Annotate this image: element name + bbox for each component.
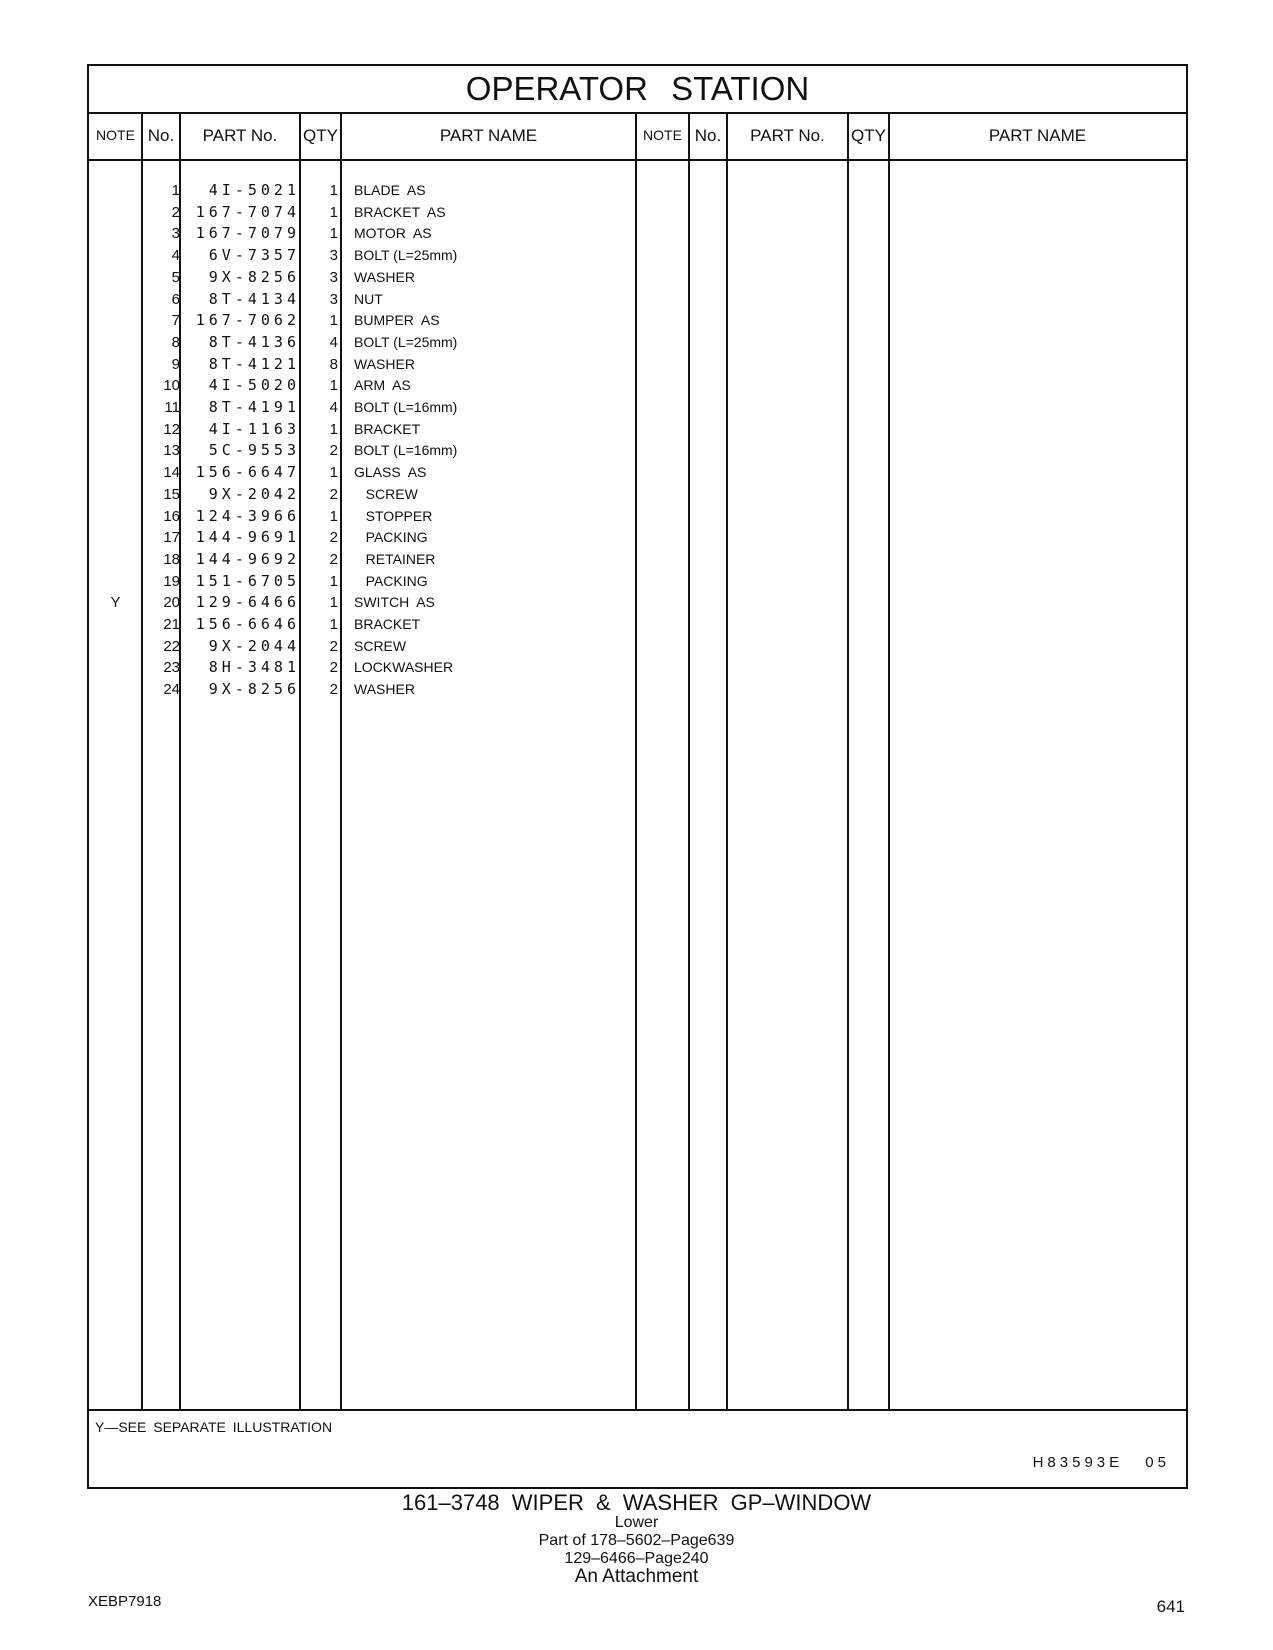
header-part-name-left: PART NAME xyxy=(439,126,538,145)
row-number: 1 xyxy=(171,182,180,199)
row-quantity: 1 xyxy=(329,225,338,243)
row-quantity: 4 xyxy=(329,333,338,351)
row-number: 21 xyxy=(163,616,180,633)
row-number: 20 xyxy=(163,594,180,612)
group-reference: Part of 178–5602–Page639 xyxy=(538,1532,735,1549)
row-part-name: SCREW xyxy=(354,485,418,502)
table-row xyxy=(89,179,629,202)
table-row xyxy=(89,266,629,289)
row-quantity: 2 xyxy=(329,659,338,677)
row-part-name: PACKING xyxy=(354,529,428,546)
row-part-name: RETAINER xyxy=(354,550,436,567)
row-part-name: BUMPER AS xyxy=(354,312,440,329)
row-part-number: 151-6705 xyxy=(195,571,300,590)
header-qty-right: QTY xyxy=(851,126,886,145)
table-row xyxy=(89,353,629,376)
table-row xyxy=(89,570,629,593)
row-part-number: 124-3966 xyxy=(195,506,300,525)
row-quantity: 2 xyxy=(329,529,338,547)
footnote: Y—SEE SEPARATE ILLUSTRATION xyxy=(95,1419,333,1435)
document-id: XEBP7918 xyxy=(88,1593,162,1610)
row-quantity: 8 xyxy=(329,355,338,373)
row-part-number: 4I-1163 xyxy=(208,419,300,438)
row-quantity: 1 xyxy=(329,377,338,395)
row-number: 22 xyxy=(163,637,180,655)
row-part-name: SWITCH AS xyxy=(354,594,435,611)
row-quantity: 2 xyxy=(329,485,338,503)
row-note: Y xyxy=(110,594,121,612)
page-title: OPERATOR STATION xyxy=(89,66,1186,114)
row-quantity: 1 xyxy=(329,572,338,590)
row-part-number: 9X-2044 xyxy=(208,636,300,655)
row-quantity: 2 xyxy=(329,637,338,655)
row-quantity: 1 xyxy=(329,594,338,612)
row-number: 12 xyxy=(163,420,180,438)
row-part-number: 167-7074 xyxy=(195,202,300,221)
header-part-no-right: PART No. xyxy=(750,126,825,145)
header-no-right: No. xyxy=(694,126,722,145)
row-part-name: BRACKET xyxy=(354,616,421,632)
row-part-name: BOLT (L=25mm) xyxy=(354,247,458,264)
illustration-code: H83593E 05 xyxy=(1032,1454,1170,1471)
table-row xyxy=(89,461,629,484)
group-title: 161–3748 WIPER & WASHER GP–WINDOW xyxy=(401,1490,872,1515)
row-part-name: BRACKET AS xyxy=(354,203,446,220)
column-divider xyxy=(888,112,890,1410)
header-note-right: NOTE xyxy=(643,127,682,143)
table-row xyxy=(89,635,629,658)
row-number: 5 xyxy=(171,268,180,286)
row-part-number: 4I-5021 xyxy=(208,181,300,199)
row-number: 17 xyxy=(163,529,180,547)
row-part-number: 156-6647 xyxy=(195,463,300,482)
row-part-name: BRACKET xyxy=(354,420,421,437)
row-number: 4 xyxy=(171,247,180,265)
row-number: 9 xyxy=(171,355,180,373)
row-part-name: WASHER xyxy=(354,681,415,698)
group-reference: 129–6466–Page240 xyxy=(564,1550,709,1567)
group-note: An Attachment xyxy=(574,1566,699,1587)
table-row xyxy=(89,244,629,267)
table-row xyxy=(89,678,629,701)
row-quantity: 3 xyxy=(329,268,338,286)
row-part-name: STOPPER xyxy=(354,507,433,524)
row-part-name: BOLT (L=25mm) xyxy=(354,333,458,350)
row-part-number: 144-9691 xyxy=(195,528,300,547)
row-number: 15 xyxy=(163,485,180,503)
row-part-name: LOCKWASHER xyxy=(354,659,454,676)
table-row xyxy=(89,418,629,441)
table-row xyxy=(89,201,629,224)
row-quantity: 1 xyxy=(329,182,338,199)
row-quantity: 2 xyxy=(329,681,338,699)
page-number: 641 xyxy=(1156,1597,1185,1616)
row-quantity: 3 xyxy=(329,290,338,308)
table-row xyxy=(89,439,629,462)
column-divider xyxy=(726,112,728,1410)
row-part-name: GLASS AS xyxy=(354,464,427,481)
row-quantity: 2 xyxy=(329,550,338,568)
table-row xyxy=(89,548,629,571)
row-number: 13 xyxy=(163,442,180,460)
divider xyxy=(89,1409,1186,1411)
table-row xyxy=(89,374,629,397)
table-row xyxy=(89,613,629,636)
row-number: 11 xyxy=(164,399,180,416)
row-quantity: 1 xyxy=(329,420,338,438)
row-part-number: 129-6466 xyxy=(195,593,300,612)
row-number: 24 xyxy=(163,681,180,699)
row-part-number: 9X-2042 xyxy=(208,484,300,503)
row-part-number: 5C-9553 xyxy=(208,441,300,460)
row-number: 14 xyxy=(163,464,180,482)
row-quantity: 1 xyxy=(329,312,338,330)
row-part-name: ARM AS xyxy=(354,377,411,394)
row-part-name: NUT xyxy=(354,290,383,307)
row-number: 8 xyxy=(171,333,180,351)
row-part-number: 167-7079 xyxy=(195,224,300,243)
row-number: 7 xyxy=(171,312,180,330)
row-quantity: 4 xyxy=(329,399,338,416)
table-header xyxy=(89,112,1186,161)
row-quantity: 2 xyxy=(329,442,338,460)
row-number: 16 xyxy=(163,507,180,525)
row-part-number: 4I-5020 xyxy=(208,376,300,395)
row-part-number: 9X-8256 xyxy=(208,267,300,286)
row-number: 18 xyxy=(163,550,180,568)
table-row xyxy=(89,505,629,528)
row-number: 19 xyxy=(163,572,180,590)
row-quantity: 1 xyxy=(329,616,338,633)
row-part-number: 8H-3481 xyxy=(208,658,300,677)
row-number: 23 xyxy=(163,659,180,677)
table-row xyxy=(89,331,629,354)
row-quantity: 1 xyxy=(329,507,338,525)
table-row xyxy=(89,526,629,549)
header-part-no-left: PART No. xyxy=(202,126,278,145)
header-part-name-right: PART NAME xyxy=(988,126,1087,145)
row-part-number: 9X-8256 xyxy=(208,680,300,699)
header-qty-left: QTY xyxy=(303,126,338,145)
group-subtitle: Lower xyxy=(614,1514,659,1531)
row-part-number: 8T-4121 xyxy=(208,354,300,373)
row-number: 2 xyxy=(171,203,180,221)
table-row xyxy=(89,309,629,332)
column-divider xyxy=(847,112,849,1410)
table-row xyxy=(89,222,629,245)
table-row xyxy=(89,396,629,419)
row-part-number: 6V-7357 xyxy=(208,246,300,265)
row-quantity: 1 xyxy=(329,464,338,482)
row-number: 6 xyxy=(171,290,180,308)
parts-table-frame xyxy=(87,64,1188,1489)
row-quantity: 1 xyxy=(329,203,338,221)
row-part-name: MOTOR AS xyxy=(354,225,432,242)
row-part-number: 144-9692 xyxy=(195,549,300,568)
header-note-left: NOTE xyxy=(96,127,135,143)
row-part-number: 156-6646 xyxy=(195,615,300,633)
row-part-name: BOLT (L=16mm) xyxy=(354,399,458,415)
column-divider xyxy=(688,112,690,1410)
table-row xyxy=(89,483,629,506)
row-number: 10 xyxy=(163,377,180,395)
header-no-left: No. xyxy=(147,126,175,145)
row-part-name: WASHER xyxy=(354,268,415,285)
table-row xyxy=(89,656,629,679)
row-part-name: PACKING xyxy=(354,572,428,589)
row-part-name: BLADE AS xyxy=(354,182,426,198)
row-part-number: 8T-4191 xyxy=(208,398,300,416)
row-part-name: SCREW xyxy=(354,637,407,654)
row-part-name: WASHER xyxy=(354,355,415,372)
table-row xyxy=(89,288,629,311)
row-part-name: BOLT (L=16mm) xyxy=(354,442,458,459)
row-number: 3 xyxy=(171,225,180,243)
row-quantity: 3 xyxy=(329,247,338,265)
table-row xyxy=(89,591,629,614)
row-part-number: 8T-4136 xyxy=(208,332,300,351)
row-part-number: 167-7062 xyxy=(195,311,300,330)
row-part-number: 8T-4134 xyxy=(208,289,300,308)
